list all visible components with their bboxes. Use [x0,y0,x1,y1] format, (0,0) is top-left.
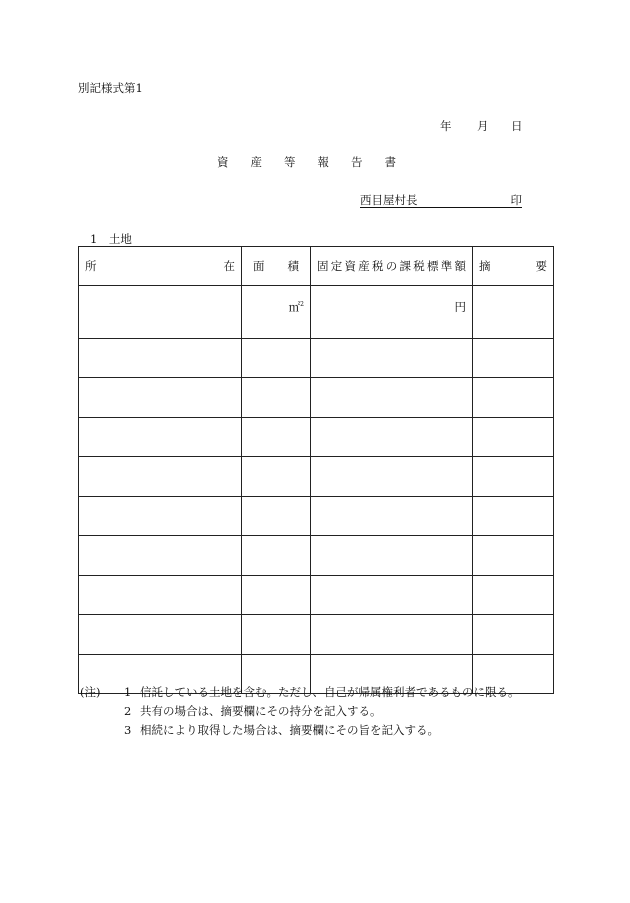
title-char: 産 [250,155,262,169]
table-row [79,286,554,339]
recipient-name: 西目屋村長 [360,193,418,207]
assessed-value-cell[interactable] [311,378,473,418]
title-char: 報 [317,155,329,169]
notes-prefix: (注) [80,685,101,699]
location-cell[interactable] [79,575,242,615]
remarks-cell[interactable] [473,286,554,339]
area-cell[interactable] [242,615,311,655]
remarks-cell[interactable] [473,457,554,497]
date-year-label: 年 [440,119,452,133]
header-remarks [473,247,554,286]
area-cell[interactable] [242,338,311,378]
table-row [79,338,554,378]
remarks-cell[interactable] [473,417,554,457]
area-unit: ㎡ [288,300,301,314]
header-area [242,247,311,286]
remarks-cell[interactable] [473,378,554,418]
header-assessed-value [311,247,473,286]
assessed-value-cell[interactable] [311,615,473,655]
remarks-cell[interactable] [473,575,554,615]
title-char: 告 [351,155,363,169]
table-row [79,457,554,497]
table-row [79,615,554,655]
note-text: 共有の場合は、摘要欄にその持分を記入する。 [140,704,382,718]
location-cell[interactable] [79,536,242,576]
header-location-left: 所 [85,259,97,273]
area-cell[interactable] [242,536,311,576]
date-month-label: 月 [477,119,489,133]
header-remarks-left: 摘 [479,259,491,273]
table-row [79,496,554,536]
recipient-line [360,192,522,208]
table-row [79,417,554,457]
remarks-cell[interactable] [473,338,554,378]
note-number: 3 [124,723,132,737]
area-cell[interactable] [242,575,311,615]
assessed-value-cell[interactable] [311,457,473,497]
area-cell[interactable] [242,457,311,497]
remarks-cell[interactable] [473,536,554,576]
remarks-cell[interactable] [473,496,554,536]
form-label: 別記様式第1 [78,81,143,95]
notes [80,683,520,740]
note-item [80,721,520,740]
location-cell[interactable] [79,457,242,497]
area-cell[interactable] [242,286,311,339]
location-cell[interactable] [79,615,242,655]
location-cell[interactable] [79,286,242,339]
header-area-label: 面 積 [253,259,299,273]
header-assessed-value-label: 固定資産税の課税標準額 [317,259,466,273]
assessed-value-cell[interactable] [311,575,473,615]
document-title [217,154,418,170]
date-day-label: 日 [511,119,523,133]
note-item [80,702,520,721]
assessed-value-cell[interactable] [311,338,473,378]
note-item [80,683,520,702]
note-number: 1 [124,685,132,699]
title-char: 資 [217,155,229,169]
assessed-value-cell[interactable] [311,496,473,536]
assessed-value-cell[interactable] [311,286,473,339]
land-table [78,246,554,694]
location-cell[interactable] [79,496,242,536]
area-cell[interactable] [242,378,311,418]
table-row [79,378,554,418]
seal-mark: 印 [510,193,522,207]
section-title: 1 土地 [90,232,132,246]
header-remarks-right: 要 [535,259,547,273]
table-row [79,536,554,576]
header-location-right: 在 [223,259,235,273]
table-header-row [79,247,554,286]
title-char: 書 [384,155,396,169]
remarks-cell[interactable] [473,615,554,655]
note-text: 信託している土地を含む。ただし、自己が帰属権利者であるものに限る。 [140,685,520,699]
location-cell[interactable] [79,338,242,378]
table-row [79,575,554,615]
assessed-value-cell[interactable] [311,536,473,576]
note-number: 2 [124,704,132,718]
title-char: 等 [284,155,296,169]
header-location [79,247,242,286]
location-cell[interactable] [79,378,242,418]
area-unit-superscript: 2 [300,301,304,309]
assessed-value-cell[interactable] [311,417,473,457]
location-cell[interactable] [79,417,242,457]
value-unit: 円 [454,300,466,314]
area-cell[interactable] [242,496,311,536]
area-cell[interactable] [242,417,311,457]
note-text: 相続により取得した場合は、摘要欄にその旨を記入する。 [140,723,439,737]
